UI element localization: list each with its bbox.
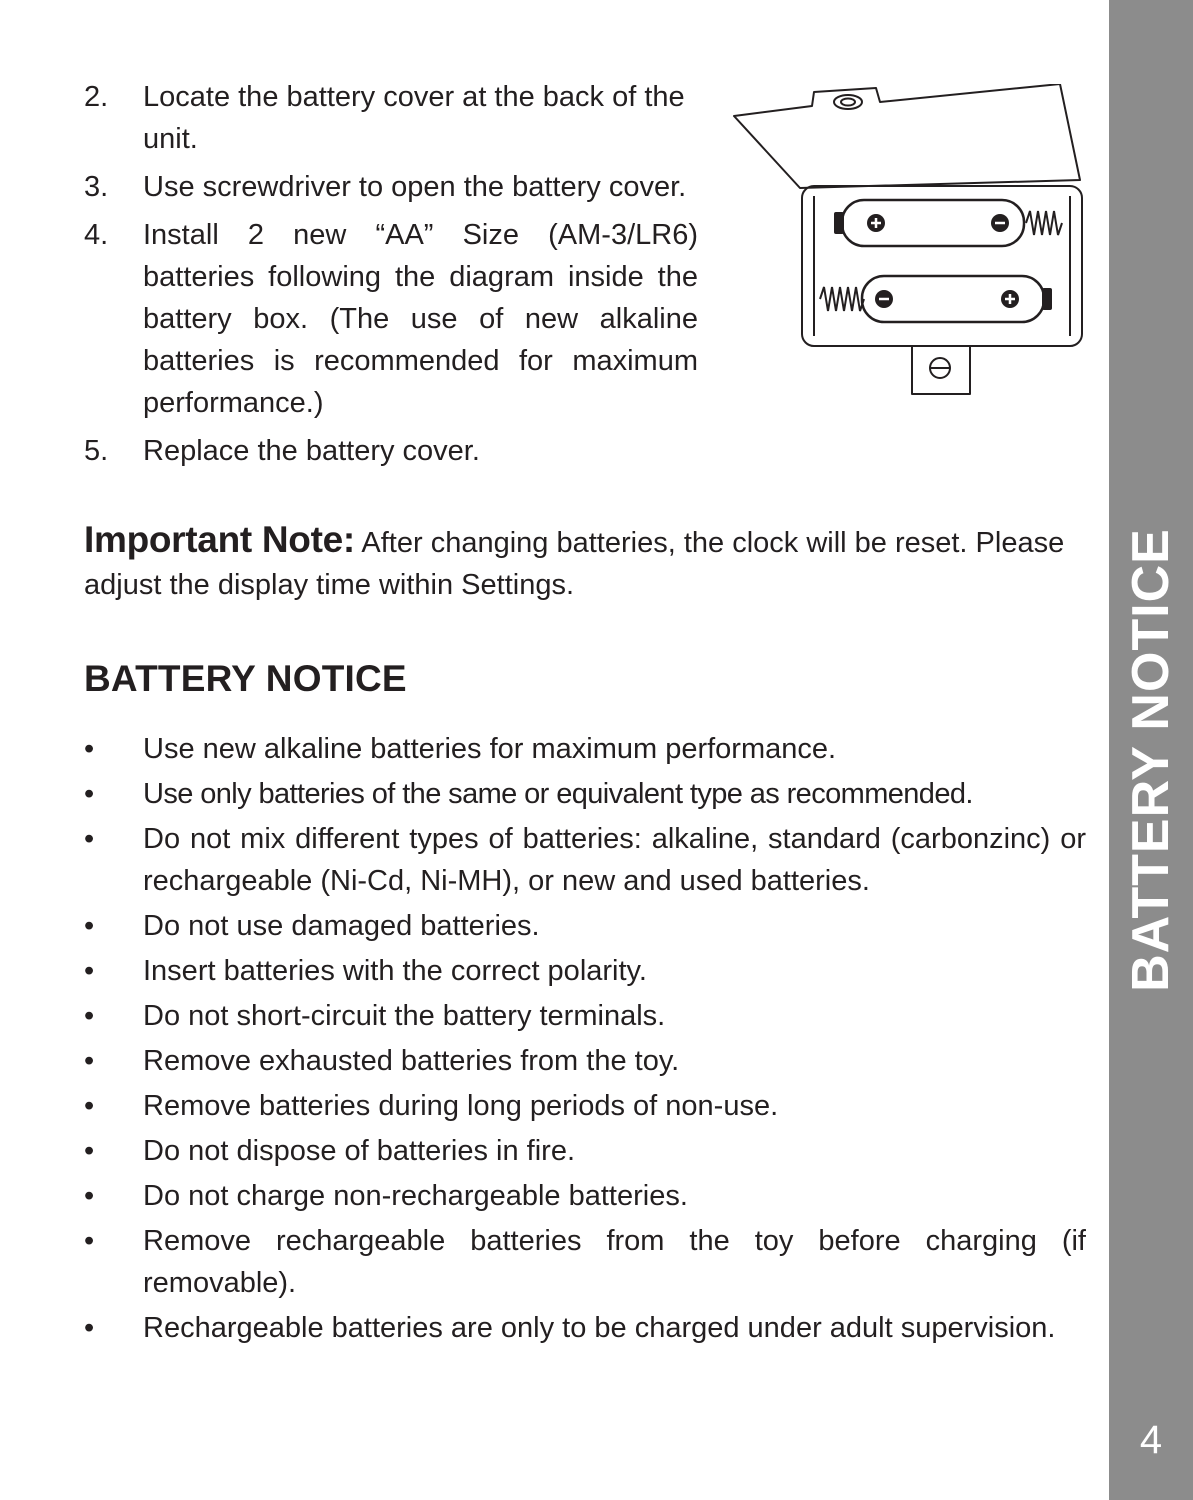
bullet-icon: •: [84, 910, 95, 942]
bullet-text: Insert batteries with the correct polarity.: [143, 955, 647, 987]
bullet-text: Do not short-circuit the battery terminals.: [143, 1000, 666, 1032]
bullet-text: Rechargeable batteries are only to be charged under adult supervision.: [143, 1312, 1056, 1344]
list-item: [84, 905, 1086, 947]
important-note: [84, 519, 1086, 606]
battery-cover-flap: [734, 84, 1080, 188]
bullet-text: Use new alkaline batteries for maximum performance.: [143, 733, 837, 765]
bullet-text: Remove rechargeable batteries from the toy before charging (if removable).: [143, 1225, 1086, 1299]
step-number: 2.: [84, 81, 109, 113]
bullet-icon: •: [84, 1312, 95, 1344]
step-number: 3.: [84, 171, 109, 203]
step-item: [84, 166, 698, 208]
screw-tab: [912, 346, 970, 394]
step-number: 4.: [84, 219, 109, 251]
step-text: Locate the battery cover at the back of the unit.: [143, 81, 685, 155]
list-item: [84, 1130, 1086, 1172]
battery-top: [834, 200, 1062, 246]
bullet-text: Do not use damaged batteries.: [143, 910, 540, 942]
step-item: [84, 76, 698, 160]
battery-bottom: [820, 276, 1052, 322]
list-item: [84, 995, 1086, 1037]
bullet-text: Remove exhausted batteries from the toy.: [143, 1045, 680, 1077]
list-item: [84, 1175, 1086, 1217]
list-item: [84, 773, 1086, 815]
bullet-icon: •: [84, 733, 95, 765]
list-item: [84, 728, 1086, 770]
list-item: [84, 1220, 1086, 1304]
section-title: BATTERY NOTICE: [84, 658, 407, 699]
bullet-icon: •: [84, 778, 95, 810]
step-item: [84, 430, 698, 472]
step-text: Install 2 new “AA” Size (AM-3/LR6) batteries following the diagram inside the battery box. (The use of new alkaline batteries is recommended for maximum performance.): [143, 219, 698, 419]
steps-list: [84, 76, 698, 478]
list-item: [84, 818, 1086, 902]
step-item: [84, 214, 698, 424]
bullet-text: Remove batteries during long periods of non-use.: [143, 1090, 779, 1122]
bullet-icon: •: [84, 955, 95, 987]
spring-icon: [820, 287, 864, 311]
battery-notice-list: [84, 728, 1086, 1352]
bullet-text: Do not mix different types of batteries: alkaline, standard (carbonzinc) or rechargeable (Ni-Cd, Ni-MH), or new and used batteries.: [143, 823, 1086, 897]
spring-icon: [1026, 211, 1062, 235]
bullet-icon: •: [84, 1045, 95, 1077]
bullet-icon: •: [84, 1225, 95, 1257]
important-note-text: After changing batteries, the clock will be reset. Please adjust the display time within Settings.: [84, 527, 1065, 601]
bullet-icon: •: [84, 1135, 95, 1167]
step-text: Replace the battery cover.: [143, 435, 480, 467]
important-note-label: Important Note:: [84, 519, 355, 560]
bullet-icon: •: [84, 823, 95, 855]
step-number: 5.: [84, 435, 109, 467]
list-item: [84, 950, 1086, 992]
page-number: 4: [1139, 1418, 1163, 1462]
bullet-text: Do not charge non-rechargeable batteries.: [143, 1180, 688, 1212]
side-tab-title: BATTERY NOTICE: [1122, 528, 1180, 992]
battery-compartment-diagram: [728, 84, 1088, 400]
list-item: [84, 1040, 1086, 1082]
step-text: Use screwdriver to open the battery cover.: [143, 171, 687, 203]
list-item: [84, 1307, 1086, 1349]
bullet-icon: •: [84, 1000, 95, 1032]
bullet-icon: •: [84, 1090, 95, 1122]
list-item: [84, 1085, 1086, 1127]
bullet-icon: •: [84, 1180, 95, 1212]
cover-screw-hole: [834, 95, 862, 109]
bullet-text: Do not dispose of batteries in fire.: [143, 1135, 576, 1167]
bullet-text: Use only batteries of the same or equivalent type as recommended.: [143, 778, 973, 810]
cover-screw-hole-inner: [841, 99, 855, 106]
